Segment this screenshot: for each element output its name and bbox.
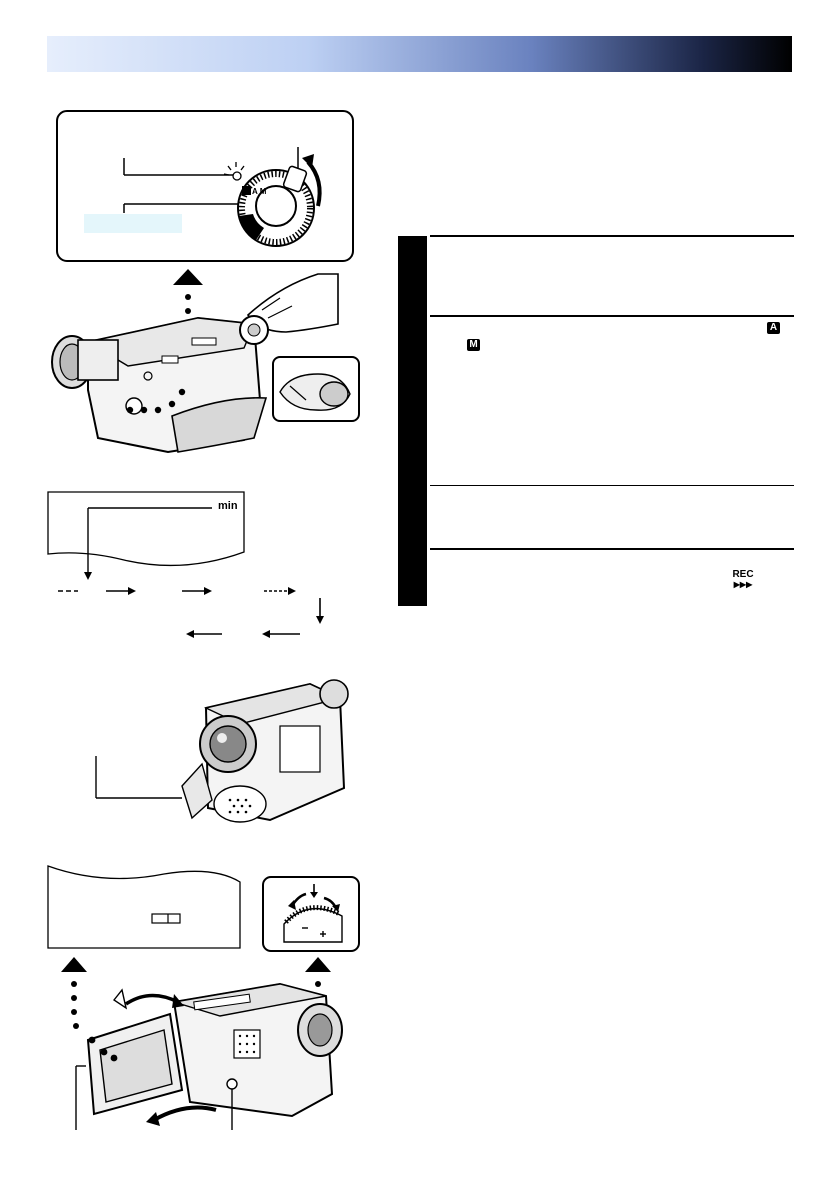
rec-label: REC <box>732 569 754 580</box>
step-bar <box>398 236 427 606</box>
camera-lcd-open-illustration <box>70 970 350 1132</box>
display-flow-figure <box>44 488 344 648</box>
arrow-left-icon <box>186 630 222 638</box>
step-divider <box>430 485 794 486</box>
manual-mode-icon: M <box>467 339 480 351</box>
power-dial-figure <box>56 110 356 264</box>
step-divider <box>430 235 794 237</box>
highlight-strip <box>84 214 182 233</box>
rec-indicator <box>730 570 756 590</box>
grip-inset-illustration <box>272 356 360 422</box>
arrow-right-icon <box>182 587 212 595</box>
camera-front-illustration <box>90 668 358 830</box>
step-divider <box>430 315 794 317</box>
step-divider <box>430 548 794 550</box>
min-label: min <box>218 500 238 512</box>
arrow-right-icon <box>106 587 136 595</box>
header-bar <box>47 36 792 72</box>
lcd-screen <box>48 866 240 948</box>
lcd-display-figure <box>44 864 244 952</box>
brightness-dial-inset <box>262 876 360 952</box>
rec-arrows: ▶▶▶ <box>733 580 753 589</box>
auto-mode-icon: A <box>767 322 780 334</box>
lcd-screen <box>48 492 244 565</box>
arrow-left-icon <box>262 630 300 638</box>
dial-letters: A M <box>252 187 267 196</box>
arrow-right-icon <box>264 587 296 595</box>
